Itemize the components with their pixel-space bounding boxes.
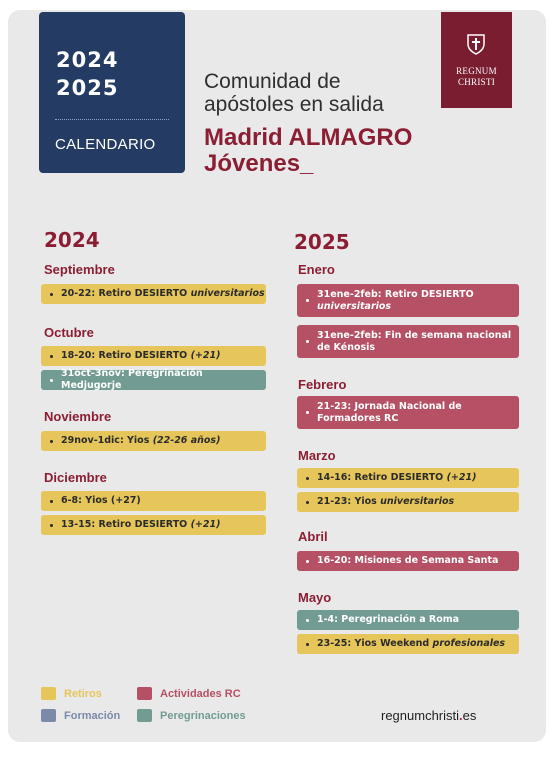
month-heading-diciembre: Diciembre <box>44 470 107 485</box>
legend-label: Formación <box>64 709 121 722</box>
title-line-1: Madrid ALMAGRO <box>204 124 413 151</box>
legend-swatch <box>137 687 152 700</box>
event-qualifier: profesionales <box>432 638 506 649</box>
event-item <box>297 551 519 571</box>
legend-label: Peregrinaciones <box>160 709 246 722</box>
event-label: 31ene-2feb: Retiro DESIERTO universitarios <box>317 288 474 312</box>
event-item <box>41 515 266 535</box>
month-heading-marzo: Marzo <box>298 448 336 463</box>
legend-swatch <box>41 709 56 722</box>
event-label: 31oct-3nov: Peregrinación Medjugorje <box>61 368 203 391</box>
event-label: 20-22: Retiro DESIERTO universitarios <box>61 288 265 299</box>
event-item <box>297 634 519 654</box>
event-label: 13-15: Retiro DESIERTO (+21) <box>61 519 221 530</box>
website-link[interactable] <box>381 708 476 723</box>
month-heading-noviembre: Noviembre <box>44 409 112 424</box>
title-line-2: Jóvenes_ <box>204 150 314 177</box>
month-heading-febrero: Febrero <box>298 377 347 392</box>
event-item <box>41 370 266 390</box>
event-qualifier: universitarios <box>190 288 265 299</box>
month-heading-enero: Enero <box>298 262 335 277</box>
year-end: 2025 <box>56 76 119 100</box>
legend-item-formaci-n <box>41 709 120 722</box>
event-label: 21-23: Jornada Nacional de Formadores RC <box>317 400 462 424</box>
year-start: 2024 <box>56 48 119 72</box>
event-qualifier: universitarios <box>317 300 392 312</box>
event-item <box>41 346 266 366</box>
event-item <box>41 284 266 304</box>
divider <box>55 119 169 120</box>
event-item <box>41 491 266 511</box>
event-qualifier: (+21) <box>446 472 477 483</box>
legend-swatch <box>137 709 152 722</box>
event-qualifier: universitarios <box>380 496 455 507</box>
event-label: 16-20: Misiones de Semana Santa <box>317 555 499 566</box>
calendar-label: CALENDARIO <box>55 136 156 153</box>
event-item <box>297 492 519 512</box>
event-qualifier: (+21) <box>190 350 221 361</box>
event-item <box>41 431 266 451</box>
legend-swatch <box>41 687 56 700</box>
site-dot: . <box>459 708 463 723</box>
event-label: 6-8: Yios (+27) <box>61 495 141 506</box>
page-title <box>204 125 412 177</box>
logo-line-1: REGNUM <box>456 66 497 76</box>
legend-item-retiros <box>41 687 102 700</box>
event-label: 14-16: Retiro DESIERTO (+21) <box>317 472 477 483</box>
site-name: regnumchristi <box>381 708 460 723</box>
community-subtitle <box>204 70 384 116</box>
event-item <box>297 468 519 488</box>
event-item <box>297 610 519 630</box>
year-heading-2024: 2024 <box>44 228 100 252</box>
event-qualifier: (22-26 años) <box>152 435 221 446</box>
event-label: 18-20: Retiro DESIERTO (+21) <box>61 350 221 361</box>
subtitle-line-1: Comunidad de <box>204 70 341 93</box>
event-item <box>297 325 519 358</box>
event-item <box>297 284 519 317</box>
event-label: 1-4: Peregrinación a Roma <box>317 614 460 625</box>
legend-item-actividades-rc <box>137 687 241 700</box>
legend-item-peregrinaciones <box>137 709 246 722</box>
year-box <box>39 12 185 173</box>
event-item <box>297 396 519 429</box>
event-qualifier: (+21) <box>190 519 221 530</box>
month-heading-septiembre: Septiembre <box>44 262 115 277</box>
event-label: 23-25: Yios Weekend profesionales <box>317 638 506 649</box>
event-label: 29nov-1dic: Yios (22-26 años) <box>61 435 221 446</box>
legend-label: Actividades RC <box>160 687 241 700</box>
legend-label: Retiros <box>64 687 102 700</box>
event-label: 21-23: Yios universitarios <box>317 496 455 507</box>
logo-line-2: CHRISTI <box>457 77 496 87</box>
year-heading-2025: 2025 <box>294 230 350 254</box>
month-heading-octubre: Octubre <box>44 325 94 340</box>
month-heading-mayo: Mayo <box>298 590 332 605</box>
cross-emblem-icon <box>464 32 488 56</box>
month-heading-abril: Abril <box>298 529 328 544</box>
year-range <box>56 46 118 102</box>
event-label: 31ene-2feb: Fin de semana nacional de Kénosis <box>317 329 512 353</box>
regnum-christi-logo <box>441 12 512 108</box>
site-tld: es <box>462 708 477 723</box>
subtitle-line-2: apóstoles en salida <box>204 93 384 116</box>
